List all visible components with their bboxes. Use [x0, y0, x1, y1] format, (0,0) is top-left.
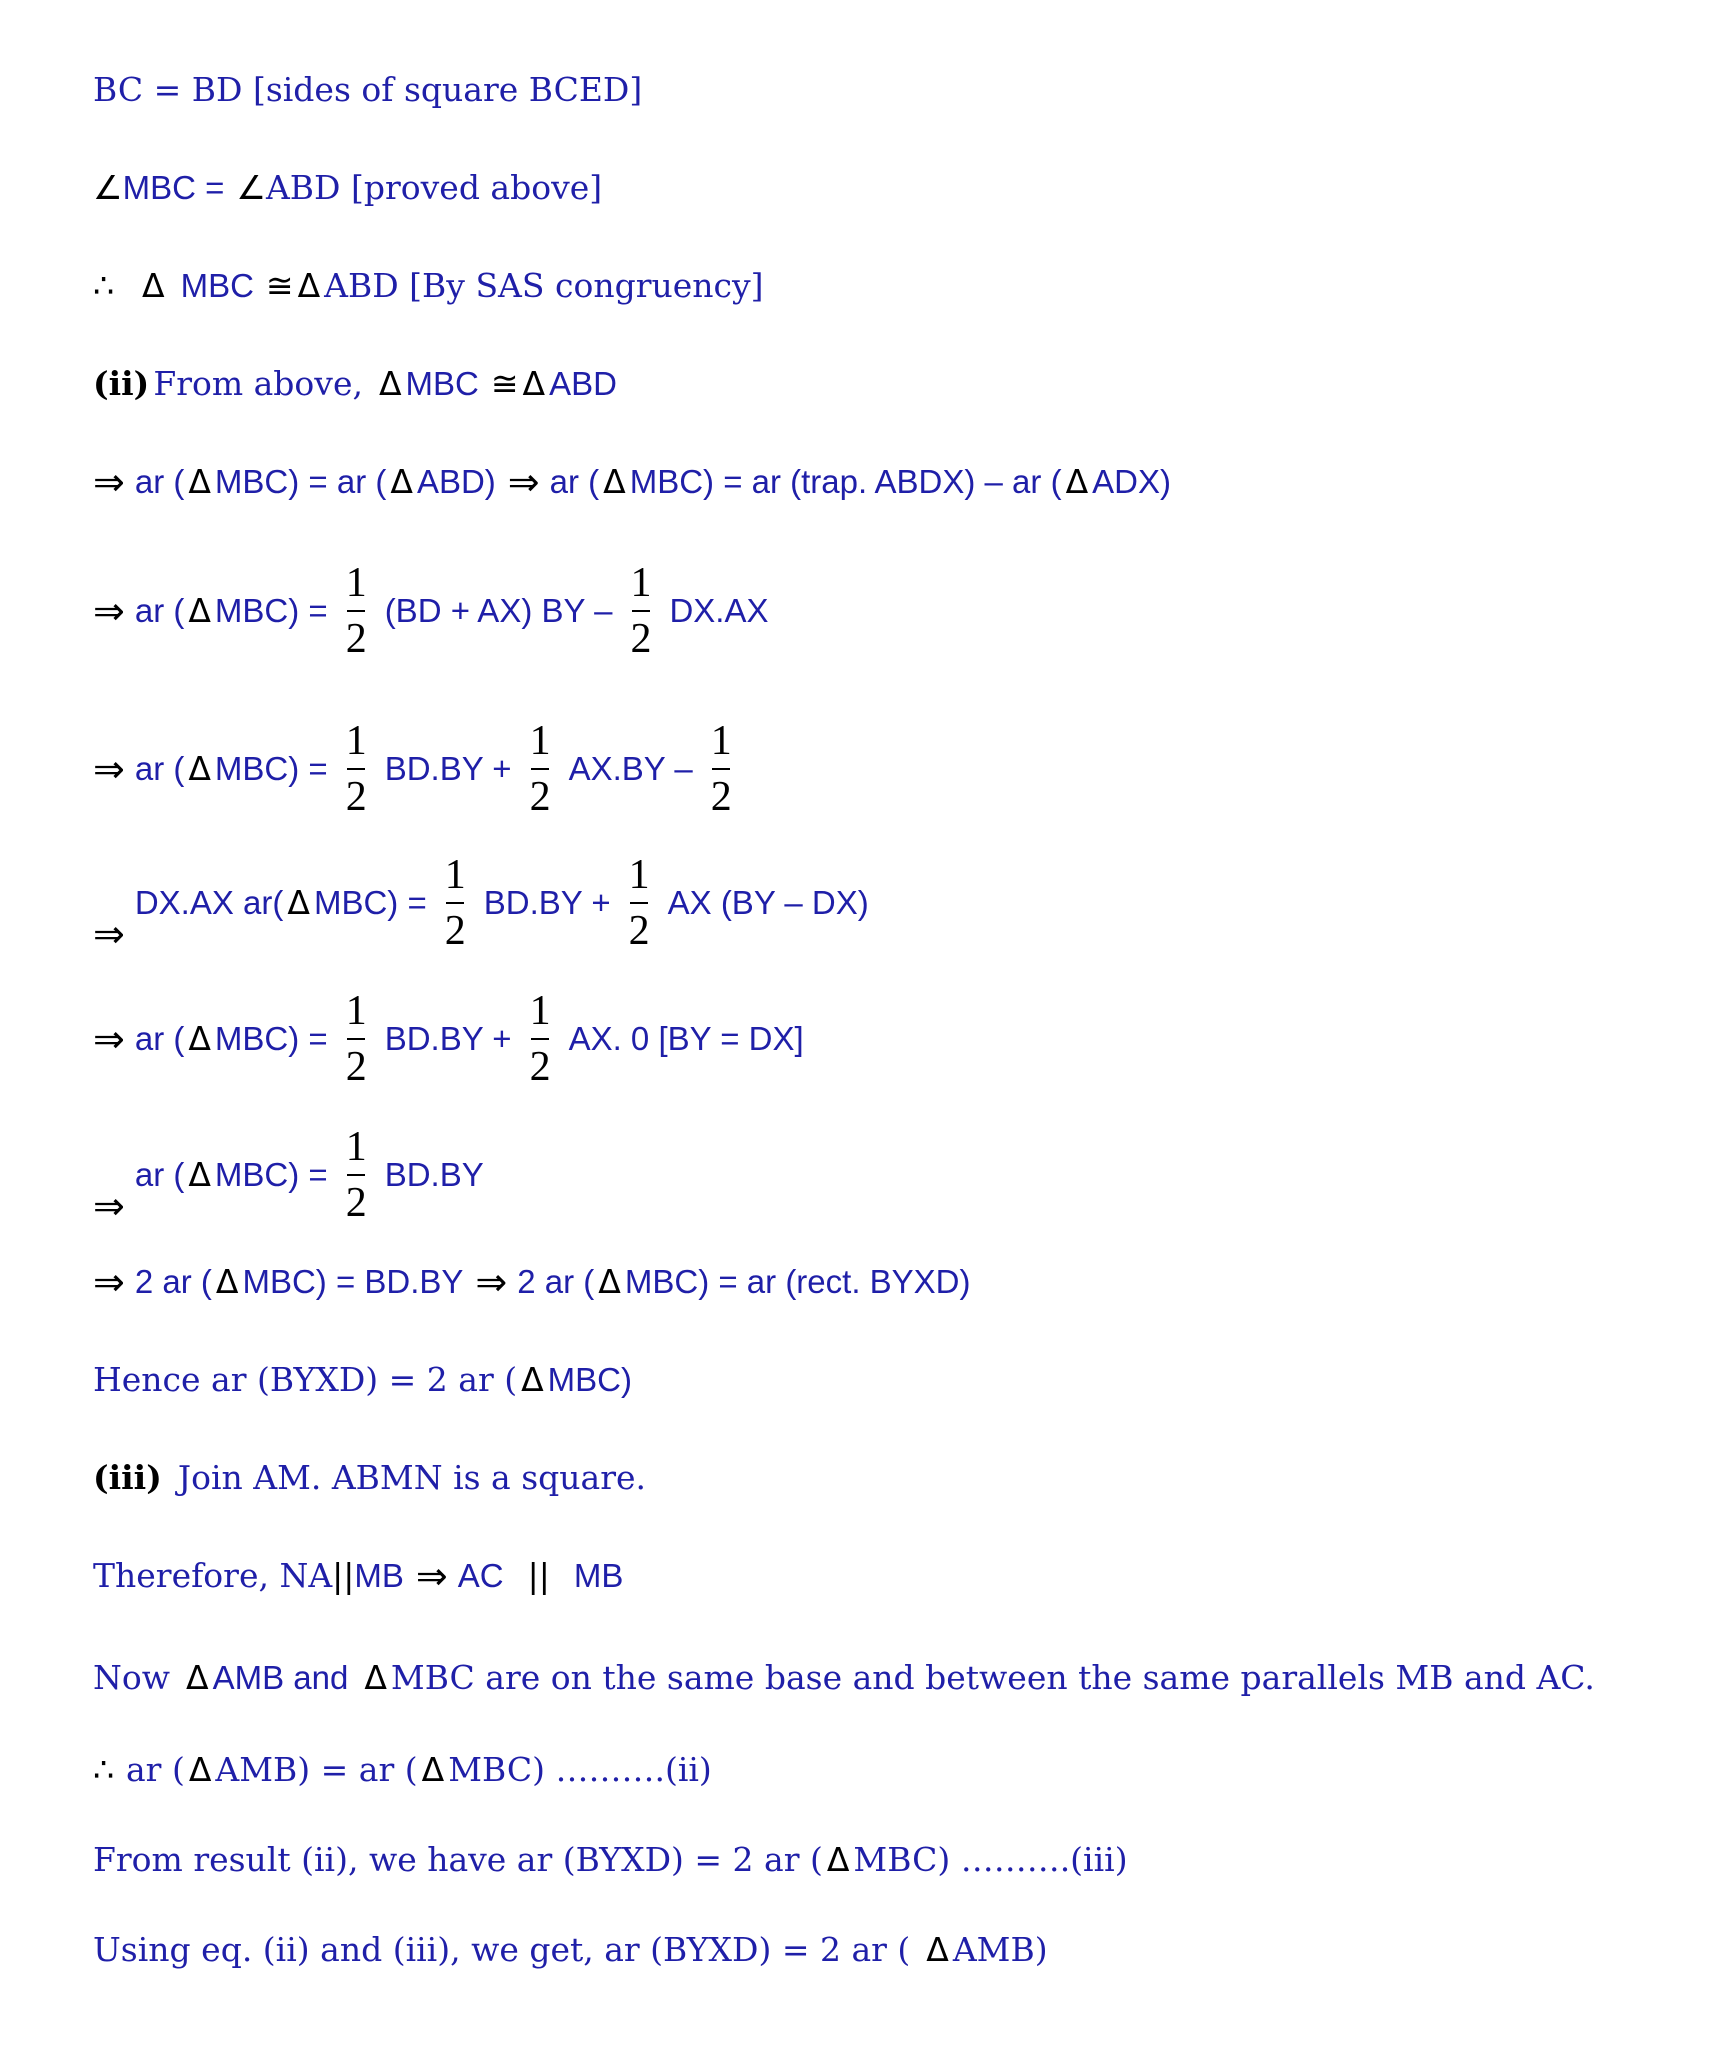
fraction-bar [630, 902, 648, 904]
line-13 [93, 1458, 646, 1498]
part-label: (iii) [93, 1458, 162, 1497]
triangle-icon: Δ [603, 462, 626, 501]
line-9 [93, 988, 804, 1090]
text: 2 ar ( [134, 1263, 212, 1300]
text: AX.BY – [568, 750, 693, 787]
text: MBC) = [214, 592, 328, 629]
fraction-bar [347, 1174, 365, 1176]
text: 2 ar ( [517, 1263, 595, 1300]
triangle-icon: Δ [186, 1658, 209, 1697]
text: BD.BY + [384, 1020, 512, 1057]
parallel-icon: || [332, 1556, 355, 1595]
fraction [630, 560, 651, 662]
line-1 [93, 70, 642, 110]
fraction [711, 718, 732, 820]
text: ADX) [1092, 463, 1171, 500]
triangle-icon: Δ [378, 364, 402, 403]
text: (BD + AX) BY – [384, 592, 613, 629]
denominator: 2 [345, 774, 367, 820]
text: MBC) = [313, 884, 427, 921]
text: ABD [By SAS congruency] [324, 266, 764, 305]
text: AMB) [952, 1930, 1048, 1969]
line-10 [93, 1124, 484, 1226]
line-14 [93, 1556, 623, 1596]
fraction [346, 988, 367, 1090]
text: ABD) [416, 463, 496, 500]
numerator: 1 [710, 718, 732, 764]
text: MBC are on the same base and between the same parallels MB and AC. [390, 1658, 1595, 1697]
text: BD.BY + [483, 884, 611, 921]
text: AX. 0 [BY = DX] [568, 1020, 804, 1057]
implies-icon: ⇒ [93, 1017, 125, 1061]
fraction [445, 852, 466, 954]
text: DX.AX ar( [134, 884, 284, 921]
triangle-icon: Δ [188, 1019, 211, 1058]
line-11 [93, 1262, 971, 1302]
denominator: 2 [529, 1044, 551, 1090]
numerator: 1 [628, 852, 650, 898]
text: Using eq. (ii) and (iii), we get, ar (BYXD) = 2 ar ( [93, 1930, 911, 1969]
text: Hence ar (BYXD) = 2 ar ( [93, 1360, 518, 1399]
line-3 [93, 266, 764, 306]
text: BC = BD [sides of square BCED] [93, 70, 643, 109]
denominator: 2 [628, 908, 650, 954]
line-6 [93, 560, 768, 662]
fraction-bar [531, 768, 549, 770]
line-12 [93, 1360, 632, 1400]
line-7 [93, 718, 750, 820]
line-18 [93, 1930, 1048, 1970]
text: MBC) [547, 1361, 632, 1398]
text: MBC) = [214, 750, 328, 787]
denominator: 2 [630, 616, 652, 662]
text: Join AM. ABMN is a square. [177, 1458, 646, 1497]
fraction-bar [347, 610, 365, 612]
triangle-icon: Δ [287, 883, 310, 922]
numerator: 1 [345, 988, 367, 1034]
fraction [629, 852, 650, 954]
text: AX (BY – DX) [667, 884, 869, 921]
triangle-icon: Δ [826, 1840, 850, 1879]
text: ar ( [134, 1020, 185, 1057]
implies-icon: ⇒ [415, 1554, 448, 1598]
text: ar ( [134, 1156, 185, 1193]
triangle-icon: Δ [188, 749, 211, 788]
numerator: 1 [345, 718, 367, 764]
triangle-icon: Δ [421, 1750, 445, 1789]
triangle-icon: Δ [297, 266, 321, 305]
text: MBC) = ar (trap. ABDX) – ar ( [629, 463, 1062, 500]
line-2 [93, 168, 602, 208]
text: AC [457, 1557, 504, 1594]
text: MBC = [122, 169, 225, 206]
triangle-icon: Δ [364, 1658, 387, 1697]
text: BD.BY [384, 1156, 484, 1193]
implies-icon: ⇒ [507, 460, 540, 504]
implies-icon: ⇒ [93, 1260, 125, 1304]
denominator: 2 [345, 1044, 367, 1090]
text: AMB) = ar ( [215, 1750, 418, 1789]
triangle-icon: Δ [522, 364, 546, 403]
implies-icon: ⇒ [93, 912, 125, 956]
text: MBC [405, 365, 479, 402]
line-8 [93, 852, 869, 954]
triangle-icon: Δ [188, 1155, 211, 1194]
therefore-icon: ∴ [93, 1750, 114, 1789]
numerator: 1 [444, 852, 466, 898]
fraction-bar [632, 610, 650, 612]
text: ar ( [549, 463, 600, 500]
text: MBC) ……….(iii) [853, 1840, 1128, 1879]
numerator: 1 [529, 988, 551, 1034]
denominator: 2 [710, 774, 732, 820]
text: MBC) = [214, 1020, 328, 1057]
numerator: 1 [345, 560, 367, 606]
text: From result (ii), we have ar (BYXD) = 2 ar ( [93, 1840, 823, 1879]
parallel-icon: || [527, 1556, 550, 1595]
line-17 [93, 1840, 1128, 1880]
text: ar ( [134, 592, 185, 629]
line-15 [93, 1658, 1595, 1698]
denominator: 2 [345, 616, 367, 662]
triangle-icon: Δ [142, 266, 165, 305]
therefore-icon: ∴ [93, 266, 114, 305]
triangle-icon: Δ [521, 1360, 544, 1399]
triangle-icon: Δ [188, 1750, 212, 1789]
fraction [346, 718, 367, 820]
text: AMB and [212, 1659, 349, 1696]
implies-icon: ⇒ [93, 747, 125, 791]
implies-icon: ⇒ [475, 1260, 508, 1304]
triangle-icon: Δ [188, 462, 211, 501]
line-5 [93, 462, 1171, 502]
numerator: 1 [345, 1124, 367, 1170]
fraction [346, 560, 367, 662]
fraction-bar [531, 1038, 549, 1040]
numerator: 1 [630, 560, 652, 606]
text: ar ( [126, 1750, 185, 1789]
text: MBC) = BD.BY [242, 1263, 464, 1300]
triangle-icon: Δ [215, 1262, 239, 1301]
triangle-icon: Δ [1065, 462, 1089, 501]
implies-icon: ⇒ [93, 460, 125, 504]
fraction [530, 988, 551, 1090]
fraction-bar [347, 1038, 365, 1040]
text: MBC) = ar ( [214, 463, 387, 500]
denominator: 2 [444, 908, 466, 954]
angle-icon: ∠ [93, 168, 123, 207]
triangle-icon: Δ [188, 591, 211, 630]
text: Therefore, NA [93, 1556, 333, 1595]
text: From above, [153, 364, 363, 403]
text: MB [354, 1557, 404, 1594]
text: ar ( [134, 750, 185, 787]
congruent-icon: ≅ [490, 364, 519, 403]
text: BD.BY + [384, 750, 512, 787]
implies-icon: ⇒ [93, 589, 125, 633]
text: MBC [180, 267, 254, 304]
text: ar ( [134, 463, 185, 500]
fraction [530, 718, 551, 820]
numerator: 1 [529, 718, 551, 764]
text: MBC) = ar (rect. BYXD) [624, 1263, 971, 1300]
text: MBC) ……….(ii) [448, 1750, 712, 1789]
triangle-icon: Δ [390, 462, 413, 501]
angle-icon: ∠ [236, 168, 266, 207]
denominator: 2 [345, 1180, 367, 1226]
line-16 [93, 1750, 712, 1790]
fraction-bar [712, 768, 730, 770]
text: ABD [proved above] [265, 168, 603, 207]
line-4 [93, 364, 617, 404]
part-label: (ii) [93, 364, 150, 403]
text: DX.AX [669, 592, 769, 629]
text: MBC) = [214, 1156, 328, 1193]
text: Now [93, 1658, 170, 1697]
fraction-bar [446, 902, 464, 904]
congruent-icon: ≅ [265, 266, 294, 305]
triangle-icon: Δ [926, 1930, 949, 1969]
triangle-icon: Δ [598, 1262, 621, 1301]
text: ABD [549, 365, 617, 402]
denominator: 2 [529, 774, 551, 820]
fraction-bar [347, 768, 365, 770]
implies-icon: ⇒ [93, 1184, 125, 1228]
text: MB [573, 1557, 624, 1594]
fraction [346, 1124, 367, 1226]
